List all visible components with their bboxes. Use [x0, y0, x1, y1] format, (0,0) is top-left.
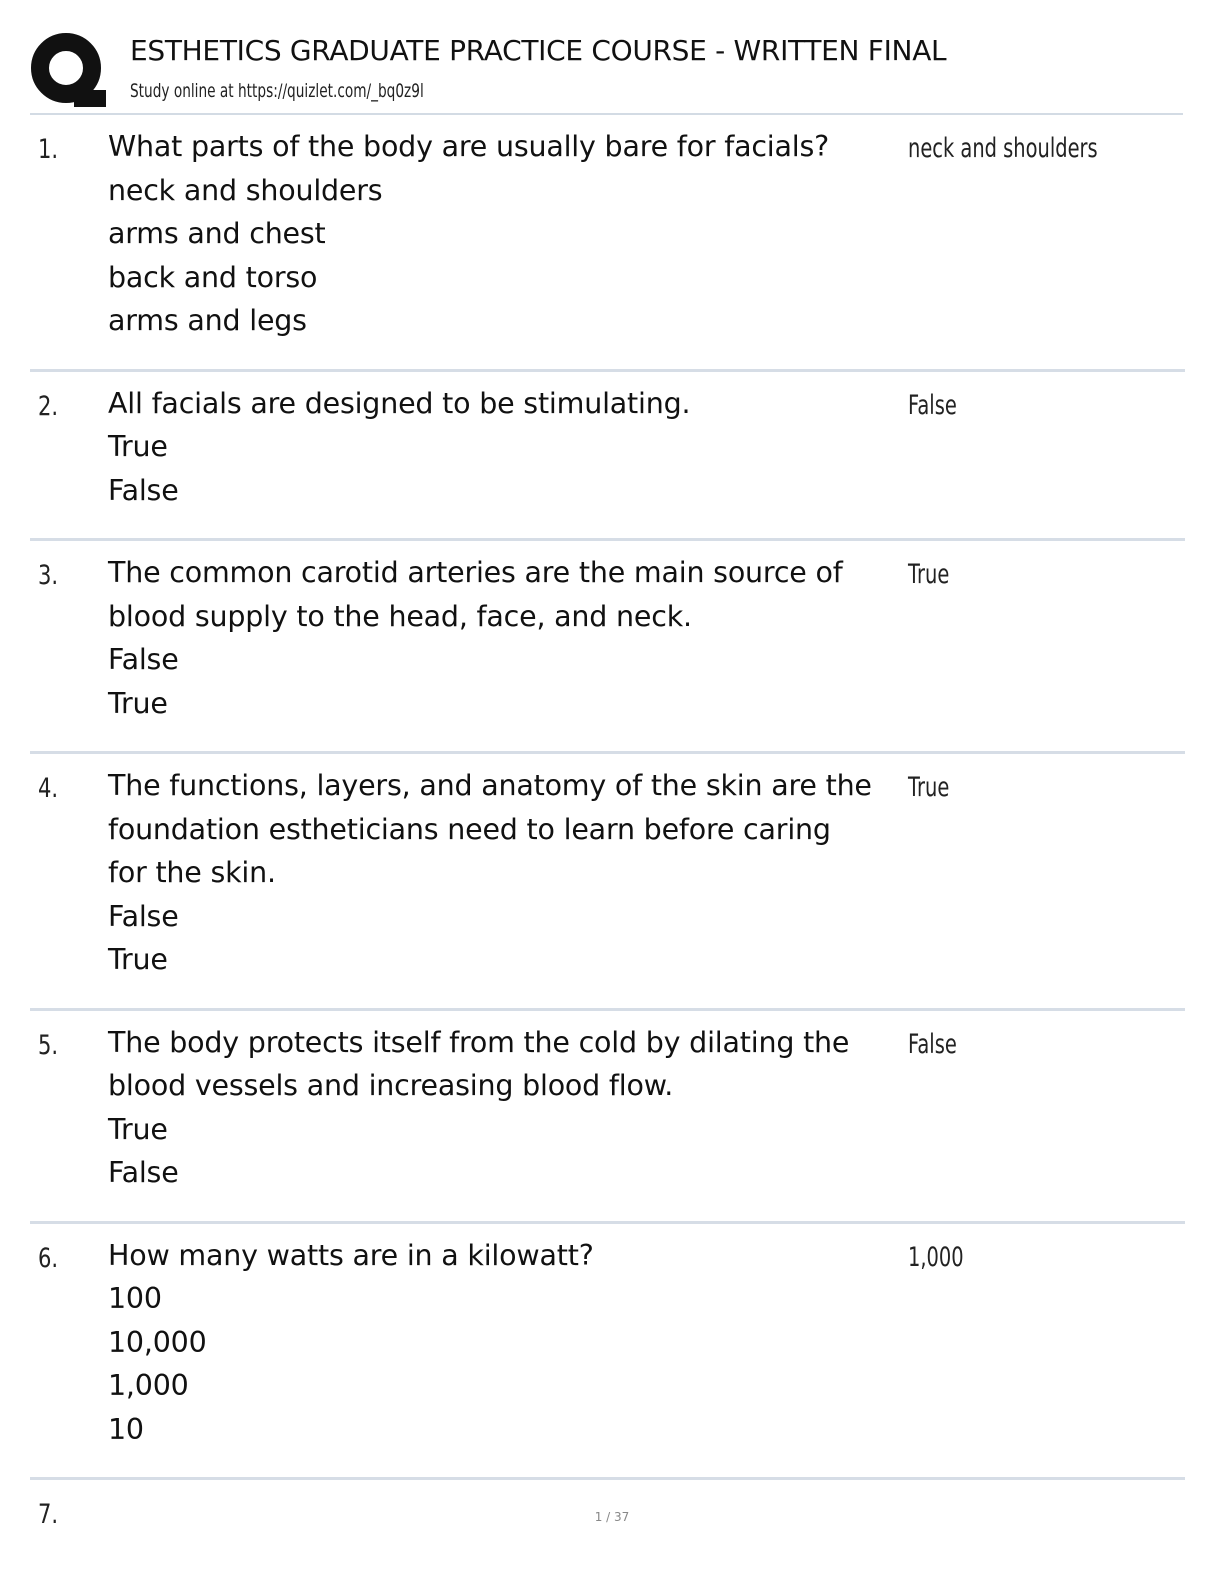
flashcard-row: [30, 372, 1185, 542]
answer-option: True: [108, 1112, 168, 1146]
answer-option: True: [108, 943, 168, 976]
question-text: blood vessels and increasing blood flow.: [108, 1069, 674, 1102]
quizlet-logo-icon: [30, 32, 108, 110]
answer-option: True: [108, 686, 168, 720]
card-number: 5.: [38, 1029, 59, 1061]
question-text: The common carotid arteries are the main source of: [108, 556, 843, 589]
card-definition: 1,000: [908, 1241, 964, 1273]
question-text: What parts of the body are usually bare for facials?: [108, 130, 830, 163]
document-title: ESTHETICS GRADUATE PRACTICE COURSE - WRITTEN FINAL: [130, 34, 947, 67]
card-term: [108, 1021, 908, 1195]
question-text: The body protects itself from the cold by dilating the: [108, 1025, 850, 1059]
card-number: 7.: [38, 1499, 59, 1530]
card-number: 4.: [38, 773, 59, 804]
question-text: The functions, layers, and anatomy of the skin are the: [108, 769, 872, 802]
flashcard-row: [30, 541, 1185, 754]
question-text: for the skin.: [108, 856, 276, 889]
card-definition: True: [908, 559, 950, 590]
answer-option: neck and shoulders: [108, 173, 383, 207]
flashcard-row: [30, 754, 1185, 1011]
answer-option: back and torso: [108, 260, 318, 294]
card-number: 3.: [38, 560, 59, 591]
card-term: [108, 1234, 908, 1452]
card-number: 1.: [38, 134, 59, 165]
question-text: foundation estheticians need to learn before caring: [108, 812, 831, 846]
answer-option: arms and legs: [108, 304, 307, 337]
answer-option: False: [108, 1156, 179, 1189]
flashcard-list: [30, 115, 1185, 1555]
card-number: 2.: [38, 390, 59, 422]
answer-option: arms and chest: [108, 217, 326, 250]
flashcard-row: [30, 1011, 1185, 1224]
answer-option: True: [108, 430, 168, 463]
answer-option: 10: [108, 1412, 144, 1446]
card-number: 6.: [38, 1242, 59, 1274]
answer-option: 100: [108, 1282, 162, 1315]
card-term: [108, 764, 908, 982]
question-text: blood supply to the head, face, and neck.: [108, 599, 692, 633]
study-online-link[interactable]: Study online at https://quizlet.com/_bq0z9l: [130, 80, 424, 102]
card-definition: False: [908, 1028, 957, 1060]
answer-option: 1,000: [108, 1369, 189, 1402]
card-definition: False: [908, 389, 957, 421]
card-term: [108, 382, 908, 513]
answer-option: False: [108, 643, 179, 676]
card-term: [108, 551, 908, 725]
card-definition: neck and shoulders: [908, 133, 1098, 164]
flashcard-row: [30, 115, 1185, 372]
card-term: [108, 125, 908, 343]
document-header: [30, 28, 1190, 114]
answer-option: 10,000: [108, 1325, 207, 1359]
card-definition: True: [908, 772, 950, 803]
page-number: 1 / 37: [594, 1510, 630, 1524]
question-text: All facials are designed to be stimulating.: [108, 386, 691, 420]
answer-option: False: [108, 899, 179, 933]
flashcard-row: [30, 1224, 1185, 1481]
answer-option: False: [108, 473, 179, 507]
question-text: How many watts are in a kilowatt?: [108, 1238, 594, 1272]
